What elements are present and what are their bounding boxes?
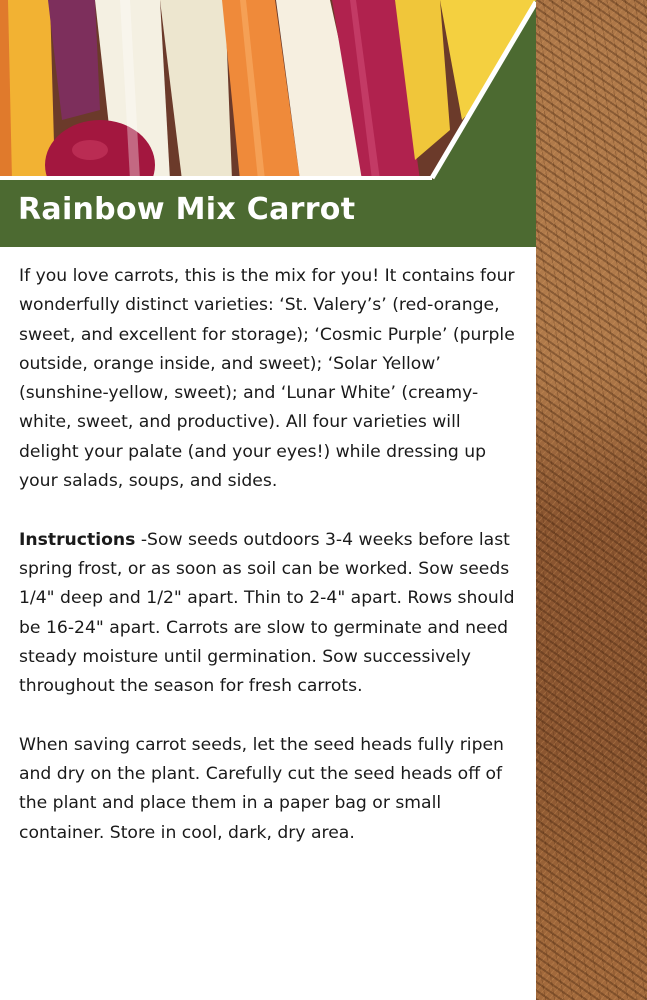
instructions-text: -Sow seeds outdoors 3-4 weeks before last spring frost, or as soon as soil can be worked. Sow seeds 1/4" deep and 1/2" apart. Thin to 2-4" apart. Rows should be 16-24" apart. Carrots are slow to germinate and need steady moisture until germination. Sow successively throughout the season for fresh carrots. bbox=[19, 529, 515, 697]
page-title: Rainbow Mix Carrot bbox=[18, 192, 356, 227]
carrots-photo bbox=[0, 0, 536, 180]
seed-packet-text bbox=[19, 262, 519, 877]
description-paragraph: If you love carrots, this is the mix for you! It contains four wonderfully distinct varieties: ‘St. Valery’s’ (red-orange, sweet, and excellent for storage); ‘Cosmic Purple’ (purple outside, orange inside, and sweet); ‘Solar Yellow’ (sunshine-yellow, sweet); and ‘Lunar White’ (creamy-white, sweet, and productive). All four varieties will delight your palate (and your eyes!) while dressing up your salads, soups, and sides. bbox=[19, 266, 515, 492]
instructions-heading: Instructions bbox=[19, 529, 136, 550]
seed-saving-paragraph: When saving carrot seeds, let the seed heads fully ripen and dry on the plant. Carefully cut the seed heads off of the plant and place them in a paper bag or small container. Store in cool, dark, dry area. bbox=[19, 734, 504, 843]
instructions-paragraph bbox=[19, 526, 519, 702]
soil-texture-image bbox=[536, 0, 647, 1000]
